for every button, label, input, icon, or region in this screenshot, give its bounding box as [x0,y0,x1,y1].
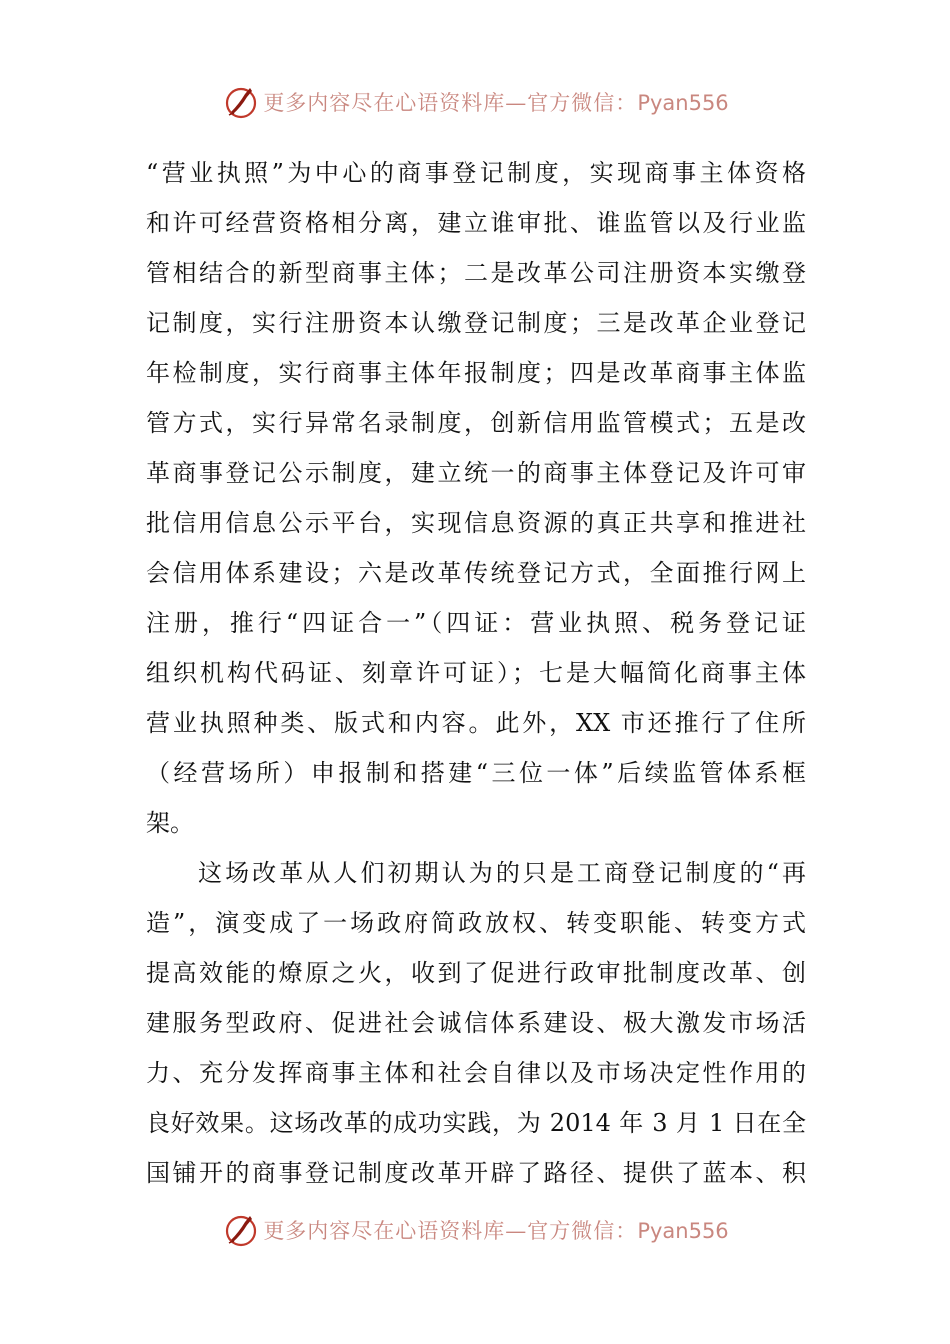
footer-watermark [0,1208,950,1252]
text-line: 批信用信息公示平台，实现信息资源的真正共享和推进社 [146,509,806,537]
watermark-text: 更多内容尽在心语资料库—官方微信：Pyan556 [263,1219,729,1243]
text-line: 营业执照种类、版式和内容。此外，XX 市还推行了住所 [146,709,806,737]
text-line: 组织机构代码证、刻章许可证）；七是大幅简化商事主体 [146,659,806,687]
pen-logo-icon [221,1210,261,1250]
text-line: 管方式，实行异常名录制度，创新信用监管模式；五是改 [146,409,806,437]
text-line: 和许可经营资格相分离，建立谁审批、谁监管以及行业监 [146,209,806,237]
text-line: 记制度，实行注册资本认缴登记制度；三是改革企业登记 [146,309,806,337]
text-line: 管相结合的新型商事主体；二是改革公司注册资本实缴登 [146,259,806,287]
text-line: 建服务型政府、促进社会诚信体系建设、极大激发市场活 [146,1009,806,1037]
text-line: 良好效果。这场改革的成功实践，为 2014 年 3 月 1 日在全 [146,1109,806,1137]
pen-logo-icon [221,82,261,122]
document-body [146,148,806,1198]
text-line: “营业执照”为中心的商事登记制度，实现商事主体资格 [146,159,806,187]
text-line: 年检制度，实行商事主体年报制度；四是改革商事主体监 [146,359,806,387]
text-line: 革商事登记公示制度，建立统一的商事主体登记及许可审 [146,459,806,487]
text-line: 注册，推行“四证合一”（四证：营业执照、税务登记证 [146,609,806,637]
text-line: 会信用体系建设；六是改革传统登记方式，全面推行网上 [146,559,806,587]
text-line: 架。 [146,809,194,837]
text-line: 造”，演变成了一场政府简政放权、转变职能、转变方式 [146,909,806,937]
text-line: 国铺开的商事登记制度改革开辟了路径、提供了蓝本、积 [146,1159,806,1187]
paragraph-first-line: 这场改革从人们初期认为的只是工商登记制度的“再 [198,859,806,887]
text-line: （经营场所）申报制和搭建“三位一体”后续监管体系框 [146,759,806,787]
header-watermark [0,80,950,124]
watermark-text: 更多内容尽在心语资料库—官方微信：Pyan556 [263,91,729,115]
text-line: 力、充分发挥商事主体和社会自律以及市场决定性作用的 [146,1059,806,1087]
text-line: 提高效能的燎原之火，收到了促进行政审批制度改革、创 [146,959,806,987]
